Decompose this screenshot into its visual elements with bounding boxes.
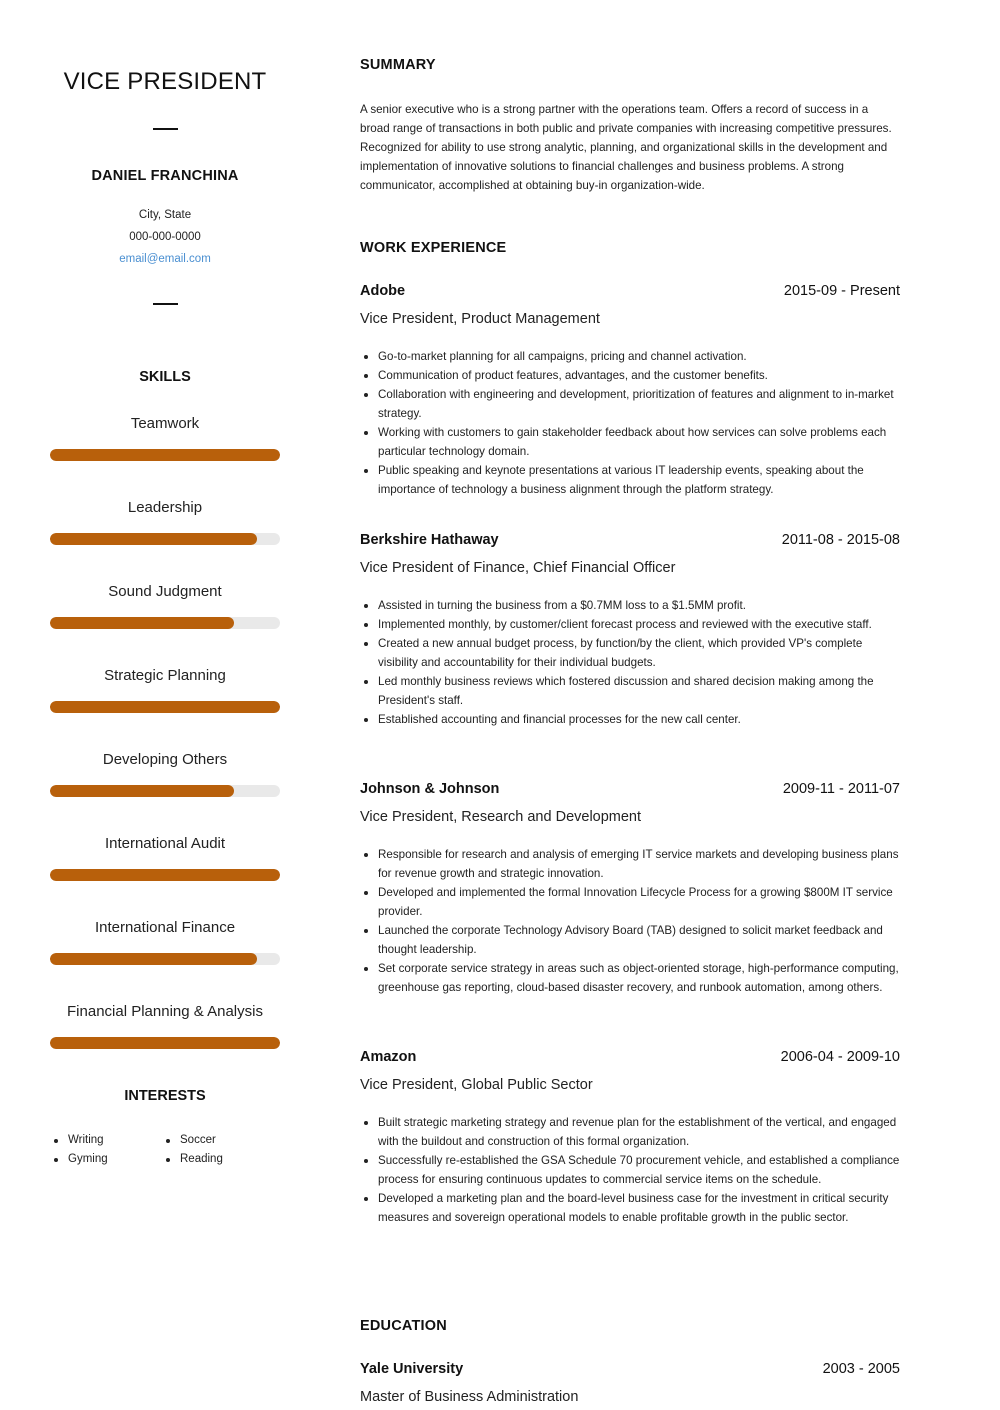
skill-bar-fill [50,533,257,545]
skill-bar-fill [50,449,280,461]
school-name: Yale University [360,1361,464,1377]
entry-header [360,1049,900,1073]
list-item: Set corporate service strategy in areas such as object-oriented storage, high-performance computing, greenhouse gas reporting, cloud-based disaster recovery, and runbook automation, among others. [360,959,900,997]
responsibilities-list [360,596,900,729]
date-range: 2011-08 - 2015-08 [781,532,900,548]
job-title: VICE PRESIDENT [63,68,267,95]
list-item: Responsible for research and analysis of emerging IT service markets and developing business plans for revenue growth and strategic innovation. [360,845,900,883]
work-entry [360,781,900,997]
date-range: 2003 - 2005 [822,1361,900,1377]
interests-column [162,1131,223,1169]
skill-bar [50,1037,280,1049]
work-entry [360,532,900,729]
responsibilities-list [360,845,900,997]
role-title: Vice President, Research and Development [360,809,642,825]
skill-bar [50,953,280,965]
skill-bar [50,869,280,881]
date-range: 2015-09 - Present [783,283,900,299]
contact-location: City, State [138,209,192,221]
interest-item: Gyming [50,1150,108,1169]
contact-email-link[interactable]: email@email.com [119,253,211,265]
role-title: Vice President, Product Management [360,311,600,327]
skill-bar [50,617,280,629]
skill-label: Strategic Planning [104,667,226,684]
person-name: DANIEL FRANCHINA [91,168,239,184]
list-item: Launched the corporate Technology Advisory Board (TAB) designed to solicit market feedback and thought leadership. [360,921,900,959]
interest-item: Soccer [162,1131,223,1150]
interests-column [50,1131,108,1169]
skill-bar [50,449,280,461]
summary-text: A senior executive who is a strong partner with the operations team. Offers a record of success in a broad range of transactions in both public and private companies with increasing competitive pressures. Recognized for ability to use strong analytic, planning, and organizational skills in the development and implementation of innovative solutions to financial challenges and business problems. A strong communicator, accomplished at obtaining buy-in organization-wide. [360,103,892,192]
skill-bar [50,701,280,713]
entry-header [360,532,900,556]
work-entry [360,1049,900,1227]
skill-label: Sound Judgment [108,583,222,600]
education-entry [360,1361,900,1409]
date-range: 2006-04 - 2009-10 [780,1049,900,1065]
list-item: Created a new annual budget process, by function/by the client, which provided VP's complete visibility and accountability for their individual budgets. [360,634,900,672]
work-experience-heading: WORK EXPERIENCE [360,240,507,256]
list-item: Implemented monthly, by customer/client forecast process and reviewed with the executive staff. [360,615,900,634]
company-name: Adobe [360,283,406,299]
skill-bar-fill [50,1037,280,1049]
list-item: Successfully re-established the GSA Schedule 70 procurement vehicle, and established a compliance process for ensuring continuous updates to commercial service items on the schedule. [360,1151,900,1189]
interests-heading: INTERESTS [124,1088,206,1104]
education-heading: EDUCATION [360,1318,447,1334]
entry-header [360,283,900,307]
list-item: Established accounting and financial processes for the new call center. [360,710,900,729]
entry-header [360,1361,900,1385]
skill-label: Developing Others [102,751,228,768]
contact-phone: 000-000-0000 [129,231,201,243]
work-entry [360,283,900,499]
interest-item: Reading [162,1150,223,1169]
skills-heading: SKILLS [139,369,191,385]
list-item: Go-to-market planning for all campaigns, pricing and channel activation. [360,347,900,366]
skill-label: International Audit [104,835,226,852]
summary-heading: SUMMARY [360,57,436,73]
list-item: Communication of product features, advantages, and the customer benefits. [360,366,900,385]
responsibilities-list [360,347,900,499]
company-name: Amazon [360,1049,417,1065]
skill-label: Teamwork [130,415,200,432]
date-range: 2009-11 - 2011-07 [782,781,900,797]
role-title: Vice President, Global Public Sector [360,1077,593,1093]
responsibilities-list [360,1113,900,1227]
skill-label: International Finance [94,919,236,936]
list-item: Public speaking and keynote presentations at various IT leadership events, speaking about the importance of technology a business alignment through the platform strategy. [360,461,900,499]
skill-bar [50,533,280,545]
skill-bar-fill [50,617,234,629]
skill-bar-fill [50,701,280,713]
list-item: Led monthly business reviews which fostered discussion and shared decision making among the President's staff. [360,672,900,710]
entry-header [360,781,900,805]
skill-label: Leadership [127,499,203,516]
list-item: Assisted in turning the business from a $0.7MM loss to a $1.5MM profit. [360,596,900,615]
divider [153,303,178,305]
skill-bar [50,785,280,797]
list-item: Developed a marketing plan and the board-level business case for the investment in critical security measures and sovereign operational models to enable profitable growth in the public sector. [360,1189,900,1227]
skill-bar-fill [50,953,257,965]
list-item: Developed and implemented the formal Innovation Lifecycle Process for a growing $800M IT service provider. [360,883,900,921]
skill-label: Financial Planning & Analysis [67,1003,263,1020]
company-name: Berkshire Hathaway [360,532,499,548]
skill-bar-fill [50,869,280,881]
list-item: Collaboration with engineering and development, prioritization of features and alignment to in-market strategy. [360,385,900,423]
role-title: Vice President of Finance, Chief Financial Officer [360,560,676,576]
list-item: Built strategic marketing strategy and revenue plan for the establishment of the vertical, and engaged with the buildout and construction of this formal organization. [360,1113,900,1151]
divider [153,128,178,130]
interest-item: Writing [50,1131,108,1150]
list-item: Working with customers to gain stakeholder feedback about how services can solve problems each particular technology domain. [360,423,900,461]
degree-title: Master of Business Administration [360,1389,579,1405]
skill-bar-fill [50,785,234,797]
company-name: Johnson & Johnson [360,781,500,797]
